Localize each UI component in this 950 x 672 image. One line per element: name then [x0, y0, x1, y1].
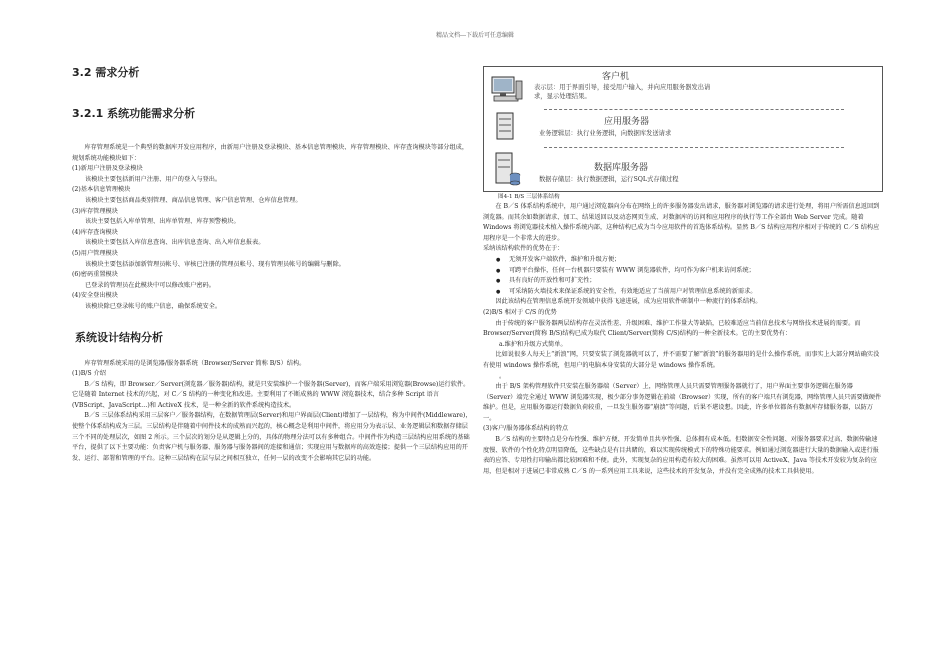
tier-db-desc: 数据存储层：执行数据逻辑，运行SQL式存储过程 — [539, 176, 679, 183]
module-desc: 该模块主要包括新用户注册、用户的登入与登出。 — [85, 175, 222, 183]
figure-caption: 图4-1 B/S 三层体系结构 — [498, 194, 560, 200]
module-item — [72, 164, 472, 185]
dot-line: 。 — [499, 372, 506, 380]
bs-title: (1)B/S 介绍 — [72, 370, 106, 378]
advantages-title: 采纳该结构软件的优势在于： — [483, 245, 564, 253]
tier-divider — [544, 109, 844, 110]
tier-db-title: 数据库服务器 — [594, 163, 649, 173]
module-item — [72, 291, 472, 312]
advantage-item: ● 具有良好的开放性和可扩充性； — [483, 276, 883, 287]
module-title: (3)库存管理模块 — [72, 207, 118, 215]
module-item — [72, 207, 472, 228]
module-title: (2)基本信息管理模块 — [72, 186, 131, 194]
module-title: (1)新用户注册及登录模块 — [72, 165, 143, 173]
module-desc: 该模块主要包括商品类别管理、商品信息管理、客户信息管理、仓库信息管理。 — [85, 196, 302, 204]
module-title: (6)密码重置模块 — [72, 271, 118, 279]
module-list — [72, 164, 472, 312]
module-title: (4)库存查询模块 — [72, 228, 118, 236]
module-title: (5)用户管理模块 — [72, 249, 118, 257]
bs-system-paragraph: 在 B／S 体系结构系统中，用户通过浏览器向分布在网络上的许多服务器发出请求，服务器对浏览器的请求进行处理，将用户所需信息返回到浏览器。而其余如数据请求、加工、结果返回以及动态网页生成、对数据库的访问和应用程序的执行等工作全部由 Web Server 完成。随着 Windows 将浏览器技术植入操作系统内部，这种结构已成为当今应用软件的首选体系结构。显然 B／S 结构应用程序相对于传统的 C／S 结构应用程序是一个非常大的进步。 — [483, 203, 880, 242]
section-heading-3-2-1: 3.2.1 系统功能需求分析 — [72, 107, 196, 120]
client-computer-icon — [490, 75, 524, 105]
bs-paragraph-2: B／S 三层体系结构采用三层客户／服务器结构，在数据管理层(Server)和用户界面层(Client)增加了一层结构，称为中间件(Middleware)，使整个体系结构成为三层。三层结构是伴随着中间件技术的成熟而兴起的，核心概念是利用中间件，将应用分为表示层、业务逻辑层和数据存储层三个不同的处理层次，如图 2 所示。三个层次的划分是从逻辑上分的，具体的物理分法可以有多种组合。中间件作为构造三层结构应用系统的基础平台，提供了以下主要功能：负责客户机与服务器、服务器与服务器间的连接和通信；实现应用与数据库的高效连接；提供一个三层结构应用的开发、运行、部署和管理的平台。这种三层结构在层与层之间相互独立，任何一层的改变不会影响其它层的功能。 — [72, 412, 472, 462]
module-item — [72, 228, 472, 249]
conclusion-paragraph: 因此该结构在管理信息系统开发领域中获得飞速进展，成为应用软件研制中一种流行的体系结构。 — [495, 298, 762, 306]
tier-app-desc: 业务逻辑层：执行业务逻辑，向数据库发送请求 — [539, 130, 672, 137]
tier-client-desc: 表示层：用于界面引导，接受用户输入，并向应用服务器发出请求，显示处理结果。 — [534, 84, 711, 100]
section-heading-3-2: 3.2 需求分析 — [72, 66, 140, 79]
tier-app-title: 应用服务器 — [604, 117, 650, 127]
module-desc: 该块主要包括入库单管理、出库单管理、库存预警模块。 — [85, 218, 240, 226]
module-title: (4)安全登出模块 — [72, 292, 118, 300]
tier-client-title: 客户机 — [602, 72, 630, 82]
advantage-item: ● 无须开发客户端软件，维护和升级方便； — [483, 255, 883, 266]
features-title: (3)客户/服务器体系结构的特点 — [483, 425, 569, 433]
application-server-icon — [494, 111, 518, 141]
database-server-icon — [492, 151, 522, 187]
module-desc: 该模块主要包括添加新管理员帐号、审核已注册的管理员帐号、现有管理员帐号的编辑与删除。 — [85, 260, 345, 268]
cs-paragraph-3: 由于 B/S 架构管理软件只安装在服务器端（Server）上，网络管理人员只需要管理服务器就行了，用户界面主要事务逻辑在服务器（Server）端完全通过 WWW 浏览器实现，极少部分事务逻辑在前端（Browser）实现，所有的客户端只有浏览器，网络管理人员只需要做硬件维护。但是，应用服务器运行数据负荷较重，一旦发生服务器“崩溃”等问题，后果不堪设想。因此，许多单位都备有数据库存储服务器，以防万一。 — [483, 383, 882, 422]
module-desc: 该模块除已登录帐号的账户信息，确保系统安全。 — [85, 302, 222, 310]
cs-paragraph-2: 比如说很多人每天上“新浪”网，只要安装了浏览器就可以了，并不需要了解“新浪”的服务器用的是什么操作系统，而事实上大部分网站确实没有使用 windows 操作系统，但用户的电脑本身安装的大部分是 windows 操作系统。 — [483, 351, 880, 369]
cs-title: (2)B/S 相对于 C/S 的优势 — [483, 308, 557, 316]
right-column — [483, 66, 883, 477]
cs-point-a: a.维护和升级方式简单。 — [499, 340, 567, 348]
module-item — [72, 185, 472, 206]
page-header: 精品文档---下载后可任意编辑 — [435, 32, 515, 39]
advantage-item: ● 可跨平台操作，任何一台机器只要装有 WWW 浏览器软件，均可作为客户机来访问系统； — [483, 266, 883, 277]
tier-divider — [544, 147, 844, 148]
design-intro: 库存管理系统采用的是浏览器/服务器系统（Browser/Server 简称 B/S）结构。 — [84, 359, 306, 367]
advantage-list — [483, 255, 883, 297]
section-heading-design: 系统设计结构分析 — [75, 330, 163, 344]
module-desc: 该模块主要包括入库信息查询、出库信息查询、出入库信息报表。 — [85, 239, 265, 247]
cs-paragraph-1: 由于传统的客户服务器两层结构存在灵活性差、升级困难、维护工作量大等缺陷，已较难适应当前信息技术与网络技术进展的需要。而 Browser/Server(简称 B/S)结构已成为取代 Client/Server(简称 C/S)结构的一种全新技术。它的主要优势有： — [483, 319, 861, 338]
bs-paragraph-1: B／S 结构，即 Browser／Server(浏览器／服务器)结构，就是只安装维护一个服务器(Server)，而客户端采用浏览器(Browse)运行软件。它是随着 Internet 技术的兴起，对 C／S 结构的一种变化和改进。主要利用了不断成熟的 WWW 浏览器技术，结合多种 Script 语言(VBScript、JavaScript…)和 ActiveX 技术，是一种全新的软件系统构造技术。 — [72, 380, 470, 409]
three-tier-figure — [483, 66, 883, 192]
intro-paragraph: 库存管理系统是一个典型的数据库开发应用程序，由新用户注册及登录模块、基本信息管理模块、库存管理模块、库存查询模块等部分组成，规划系统功能模块如下： — [72, 144, 469, 162]
advantage-item: ● 可采纳防火墙技术来保证系统的安全性，有效地适应了当前用户对管理信息系统的新需求。 — [483, 287, 883, 298]
module-item — [72, 270, 472, 291]
module-desc: 已登录的管理员在此模块中可以修改账户密码。 — [85, 281, 215, 289]
left-column — [72, 66, 472, 464]
features-paragraph: B／S 结构的主要特点是分布性强、维护方便、开发简单且共享性强、总体拥有成本低。但数据安全性问题、对服务器要求过高、数据传输速度慢、软件的个性化特点明显降低，这些缺点是有目共睹的，难以实现传统模式下的特殊功能要求。例如通过浏览器进行大量的数据输入或进行报表的应答、专用性打印输出都比较困难和不便。此外，实现复杂的应用构造有较大的困难。虽然可以用 ActiveX、Java 等技术开发较为复杂的应用，但是相对于进展已非常成熟 C／S 的一系列应用工具来说，这些技术的开发复杂，并没有完全成熟的技术工具供使用。 — [483, 436, 879, 475]
module-item — [72, 249, 472, 270]
